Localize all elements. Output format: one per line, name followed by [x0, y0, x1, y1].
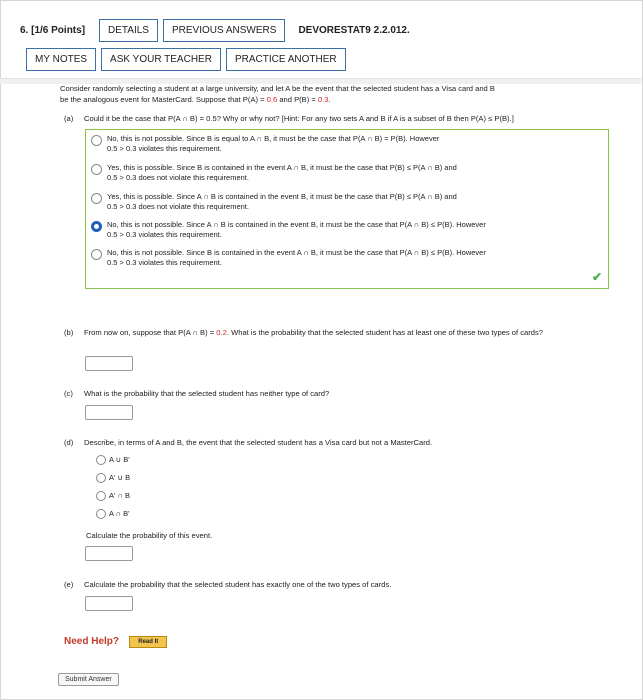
question-header [20, 19, 410, 42]
part-d-option-3-label: A ∩ B' [109, 509, 130, 518]
part-a [60, 114, 620, 125]
pb-value: 0.3 [317, 94, 329, 104]
previous-answers-button[interactable]: PREVIOUS ANSWERS [163, 19, 285, 42]
option-4-line-2: 0.5 > 0.3 violates this requirement. [107, 258, 222, 267]
option-3-line-2: 0.5 > 0.3 violates this requirement. [107, 230, 222, 239]
part-c [60, 389, 620, 400]
option-1-line-2: 0.5 > 0.3 does not violate this requirement. [107, 173, 249, 182]
part-d-option-0-label: A ∪ B' [109, 455, 130, 464]
intro-line-2-pre: be the analogous event for MasterCard. Suppose that P(A) = [60, 94, 267, 104]
part-e-question: Calculate the probability that the selected student has exactly one of the two types of cards. [84, 580, 392, 589]
part-e [60, 580, 620, 591]
radio-icon[interactable] [96, 491, 106, 501]
intro-line-2-mid: and P(B) = [277, 94, 318, 104]
radio-icon[interactable] [91, 193, 102, 204]
correct-check-icon: ✔ [591, 269, 602, 284]
part-a-label: (a) [64, 114, 74, 123]
option-4-line-1: No, this is not possible. Since B is contained in the event A ∩ B, it must be the case that P(A ∩ B) ≤ P(B). However [107, 247, 486, 257]
part-d-option-1-label: A' ∪ B [109, 473, 131, 482]
radio-icon[interactable] [96, 509, 106, 519]
part-d-answer-input[interactable] [85, 546, 133, 561]
need-help-row [64, 636, 167, 648]
part-e-answer-input[interactable] [85, 596, 133, 611]
read-it-button[interactable]: Read It [129, 636, 167, 648]
part-a-question: Could it be the case that P(A ∩ B) = 0.5? Why or why not? [Hint: For any two sets A and B if A is a subset of B then P(A) ≤ P(B).] [84, 114, 514, 123]
question-content [60, 84, 620, 289]
part-d-label: (d) [64, 438, 74, 447]
my-notes-button[interactable]: MY NOTES [26, 48, 96, 71]
part-e-label: (e) [64, 580, 74, 589]
part-d-option-0[interactable] [96, 455, 130, 465]
part-d-option-1[interactable] [96, 473, 130, 483]
part-d-option-3[interactable] [96, 509, 130, 519]
radio-icon[interactable] [96, 473, 106, 483]
option-0-line-1: No, this is not possible. Since B is equal to A ∩ B, it must be the case that P(A ∩ B) = P(B). However [107, 133, 440, 143]
option-0-line-2: 0.5 > 0.3 violates this requirement. [107, 144, 222, 153]
radio-icon[interactable] [91, 164, 102, 175]
part-c-answer-input[interactable] [85, 405, 133, 420]
ask-teacher-button[interactable]: ASK YOUR TEACHER [101, 48, 221, 71]
radio-icon[interactable] [96, 455, 106, 465]
need-help-label: Need Help? [64, 636, 120, 648]
part-d-option-2[interactable] [96, 491, 130, 501]
question-number [20, 25, 85, 36]
radio-icon[interactable] [91, 135, 102, 146]
option-2-line-2: 0.5 > 0.3 does not violate this requirement. [107, 202, 249, 211]
question-number-text: 6. [20, 25, 29, 36]
option-3-line-1: No, this is not possible. Since A ∩ B is contained in the event B, it must be the case that P(A ∩ B) ≤ P(B). However [107, 219, 486, 229]
submit-answer-button[interactable]: Submit Answer [58, 673, 119, 686]
option-2-line-1: Yes, this is possible. Since A ∩ B is contained in the event B, it must be the case that P(B) ≤ P(A ∩ B) and [107, 191, 457, 201]
part-c-label: (c) [64, 389, 73, 398]
intro-text [60, 84, 620, 105]
pab-value: 0.2 [216, 328, 227, 337]
intro-line-2-end: . [328, 94, 331, 104]
practice-another-button[interactable]: PRACTICE ANOTHER [226, 48, 346, 71]
part-d [60, 438, 620, 449]
part-b-question-pre: From now on, suppose that P(A ∩ B) = [84, 328, 217, 337]
part-a-options [85, 129, 609, 289]
part-b-label: (b) [64, 328, 74, 337]
radio-selected-icon[interactable] [91, 221, 102, 232]
question-toolbar [26, 48, 351, 71]
radio-icon[interactable] [91, 249, 102, 260]
part-b-question [84, 328, 604, 339]
option-1-line-1: Yes, this is possible. Since B is contained in the event A ∩ B, it must be the case that P(B) ≤ P(A ∩ B) and [107, 162, 457, 172]
part-b [60, 328, 620, 339]
pa-value: 0.6 [266, 94, 278, 104]
part-d-question: Describe, in terms of A and B, the event that the selected student has a Visa card but not a MasterCard. [84, 438, 433, 447]
details-button[interactable]: DETAILS [99, 19, 158, 42]
part-c-question: What is the probability that the selected student has neither type of card? [84, 389, 330, 398]
intro-line-2 [60, 95, 620, 106]
part-b-question-post: . What is the probability that the selected student has at least one of these two types of cards? [226, 328, 544, 337]
points-text: [1/6 Points] [31, 25, 86, 36]
part-b-answer-input[interactable] [85, 356, 133, 371]
problem-id: DEVORESTAT9 2.2.012. [298, 25, 410, 36]
part-d-calc-text: Calculate the probability of this event. [86, 531, 213, 540]
intro-line-1: Consider randomly selecting a student at a large university, and let A be the event that the selected student has a Visa card and B [60, 84, 495, 93]
part-d-option-2-label: A' ∩ B [109, 491, 130, 500]
